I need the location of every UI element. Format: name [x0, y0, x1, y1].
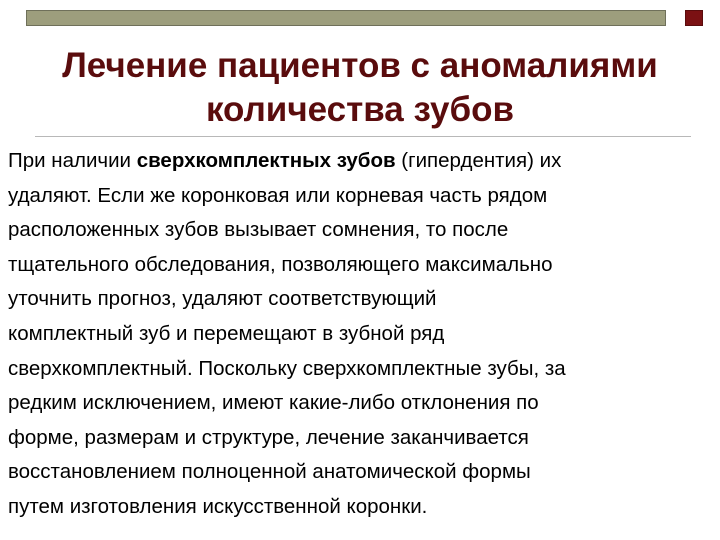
body-line-7: сверхкомплектный. Поскольку сверхкомплектные зубы, за: [8, 356, 566, 380]
slide-title-line-2: количества зубов: [206, 90, 514, 129]
body-line-2: удаляют. Если же коронковая или корневая часть рядом: [8, 183, 548, 207]
title-divider: [35, 136, 691, 137]
body-line-5: уточнить прогноз, удаляют соответствующий: [8, 287, 437, 311]
accent-square: [685, 10, 703, 26]
body-line-6: комплектный зуб и перемещают в зубной ряд: [8, 321, 445, 345]
slide-title: [20, 44, 700, 132]
slide-body-text: [8, 144, 712, 525]
body-line-1-prefix: При наличии: [8, 149, 137, 172]
body-line-1-suffix: (гипердентия) их: [395, 149, 562, 172]
body-line-1-bold-term: сверхкомплектных зубов: [136, 149, 396, 172]
top-decorative-bar: [26, 10, 666, 26]
body-line-8: редким исключением, имеют какие-либо отклонения по: [8, 391, 539, 415]
body-line-10: восстановлением полноценной анатомической формы: [8, 460, 531, 484]
body-line-1: [8, 144, 712, 179]
body-line-3: расположенных зубов вызывает сомнения, то после: [8, 218, 509, 242]
slide-title-line-1: Лечение пациентов с аномалиями: [62, 46, 658, 85]
body-line-9: форме, размерам и структуре, лечение заканчивается: [8, 425, 529, 449]
body-line-4: тщательного обследования, позволяющего максимально: [8, 252, 553, 276]
body-line-11: путем изготовления искусственной коронки.: [8, 494, 428, 518]
